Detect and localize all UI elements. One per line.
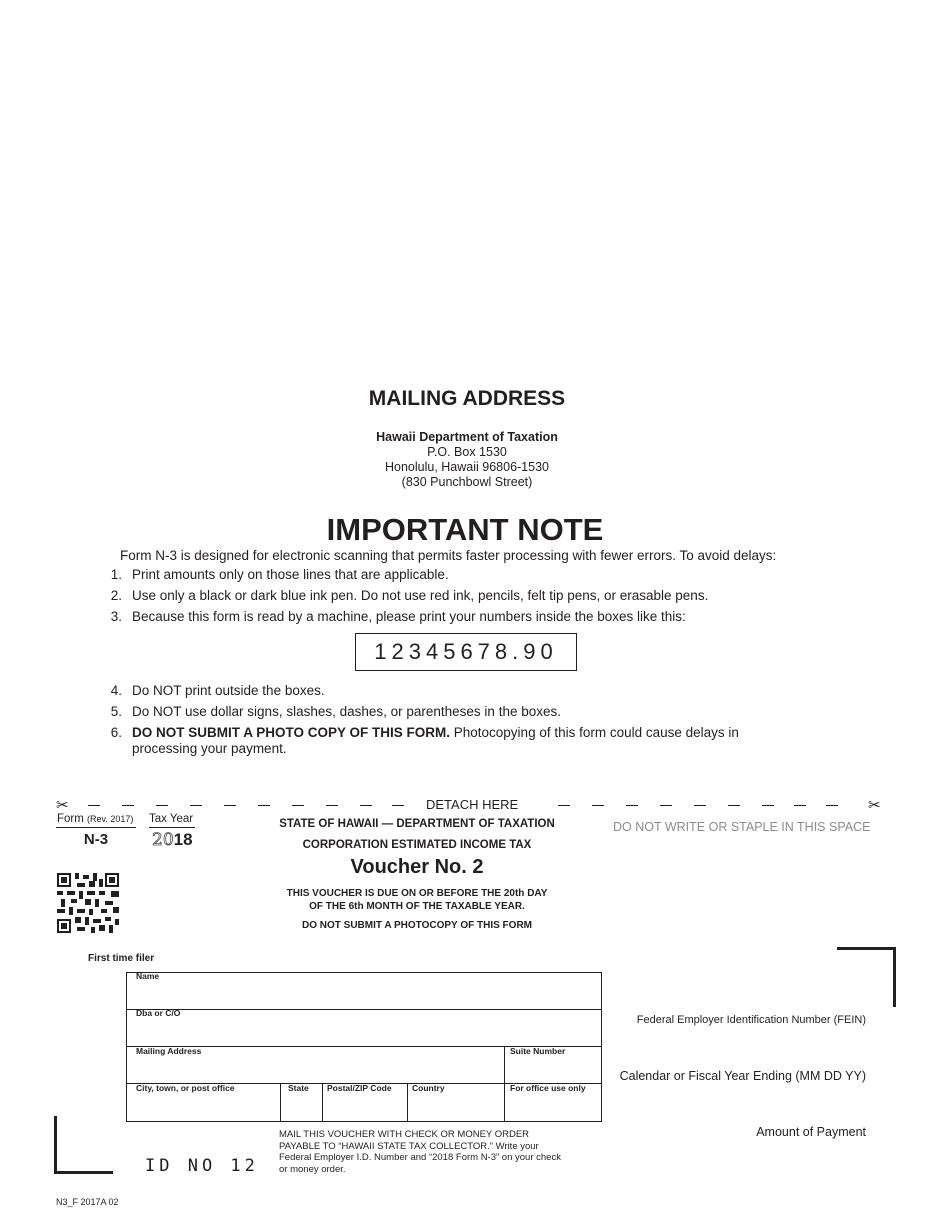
address-grid <box>126 972 602 1122</box>
mail-instructions: MAIL THIS VOUCHER WITH CHECK OR MONEY ORDER PAYABLE TO “HAWAII STATE TAX COLLECTOR.” Write your Federal Employer I.D. Number and “2018 Form N-3” on your check or money order. <box>279 1129 561 1175</box>
qr-code <box>57 873 119 933</box>
due-line-1: THIS VOUCHER IS DUE ON OR BEFORE THE 20th DAY <box>286 888 548 899</box>
form-code-footer: N3_F 2017A 02 <box>56 1197 119 1207</box>
state-field[interactable]: State <box>288 1083 309 1093</box>
tax-year-suffix: 18 <box>173 830 193 849</box>
note-item-text <box>132 725 782 757</box>
country-field[interactable]: Country <box>412 1083 445 1093</box>
note-item-text: Print amounts only on those lines that are applicable. <box>132 567 449 582</box>
important-note-intro: Form N-3 is designed for electronic scanning that permits faster processing with fewer errors. To avoid delays: <box>120 548 777 563</box>
mailing-address-field[interactable]: Mailing Address <box>136 1046 202 1056</box>
voucher-due-note <box>222 887 612 913</box>
no-photocopy-note: DO NOT SUBMIT A PHOTOCOPY OF THIS FORM <box>301 920 532 931</box>
suite-number-field[interactable]: Suite Number <box>510 1046 566 1056</box>
tax-year-value <box>152 830 193 850</box>
mailing-dept: Hawaii Department of Taxation <box>376 430 558 444</box>
mailing-address-heading: MAILING ADDRESS <box>368 387 566 410</box>
note-item-number: 1. <box>110 567 122 582</box>
note-item-number: 3. <box>110 609 122 624</box>
tax-year-prefix: 20 <box>152 830 174 850</box>
zip-field[interactable]: Postal/ZIP Code <box>327 1083 392 1093</box>
detach-label: DETACH HERE <box>426 797 519 812</box>
note-item-number: 4. <box>110 683 122 698</box>
tax-year-label: Tax Year <box>149 813 194 825</box>
mailing-city: Honolulu, Hawaii 96806-1530 <box>384 460 549 474</box>
mailing-box: P.O. Box 1530 <box>427 445 507 459</box>
note-item-number: 2. <box>110 588 122 603</box>
form-label-text: Form <box>57 813 84 825</box>
registration-corner-mark <box>837 947 896 950</box>
do-not-write-note: DO NOT WRITE OR STAPLE IN THIS SPACE <box>613 820 871 834</box>
voucher-title: Voucher No. 2 <box>350 856 484 878</box>
scissors-icon: ✂ <box>56 797 69 814</box>
fiscal-year-label: Calendar or Fiscal Year Ending (MM DD YY) <box>619 1069 866 1083</box>
important-note-title: IMPORTANT NOTE <box>326 512 604 547</box>
note-item-bold: DO NOT SUBMIT A PHOTO COPY OF THIS FORM. <box>132 725 451 740</box>
form-revision: (Rev. 2017) <box>87 814 134 824</box>
mailing-street: (830 Punchbowl Street) <box>401 475 533 489</box>
fein-label: Federal Employer Identification Number (FEIN) <box>636 1014 866 1026</box>
note-item-number: 6. <box>110 725 122 740</box>
amount-of-payment-label: Amount of Payment <box>756 1125 866 1139</box>
note-item-number: 5. <box>110 704 122 719</box>
voucher-dept: STATE OF HAWAII — DEPARTMENT OF TAXATION <box>279 818 555 830</box>
voucher-subtitle: CORPORATION ESTIMATED INCOME TAX <box>302 839 532 851</box>
office-use-field: For office use only <box>510 1083 586 1093</box>
note-item-text: Use only a black or dark blue ink pen. Do not use red ink, pencils, felt tip pens, or erasable pens. <box>132 588 709 603</box>
note-item-text: Because this form is read by a machine, please print your numbers inside the boxes like this: <box>132 609 686 624</box>
note-item-rest: Photocopying of this form could cause delays in processing your payment. <box>132 725 739 756</box>
note-item-text: Do NOT use dollar signs, slashes, dashes, or parentheses in the boxes. <box>132 704 561 719</box>
form-label <box>57 813 133 825</box>
name-field[interactable]: Name <box>136 971 160 981</box>
due-line-2: OF THE 6th MONTH OF THE TAXABLE YEAR. <box>309 901 525 912</box>
form-number: N-3 <box>83 831 109 848</box>
scissors-icon: ✂ <box>868 797 881 814</box>
note-item-text: Do NOT print outside the boxes. <box>132 683 325 698</box>
registration-corner-mark <box>54 1116 57 1174</box>
sample-number-box: 12345678.90 <box>355 633 577 671</box>
city-field[interactable]: City, town, or post office <box>136 1083 235 1093</box>
dba-field[interactable]: Dba or C/O <box>136 1008 181 1018</box>
id-number: ID NO 12 <box>145 1156 259 1176</box>
first-time-filer-label: First time filer <box>88 953 155 964</box>
